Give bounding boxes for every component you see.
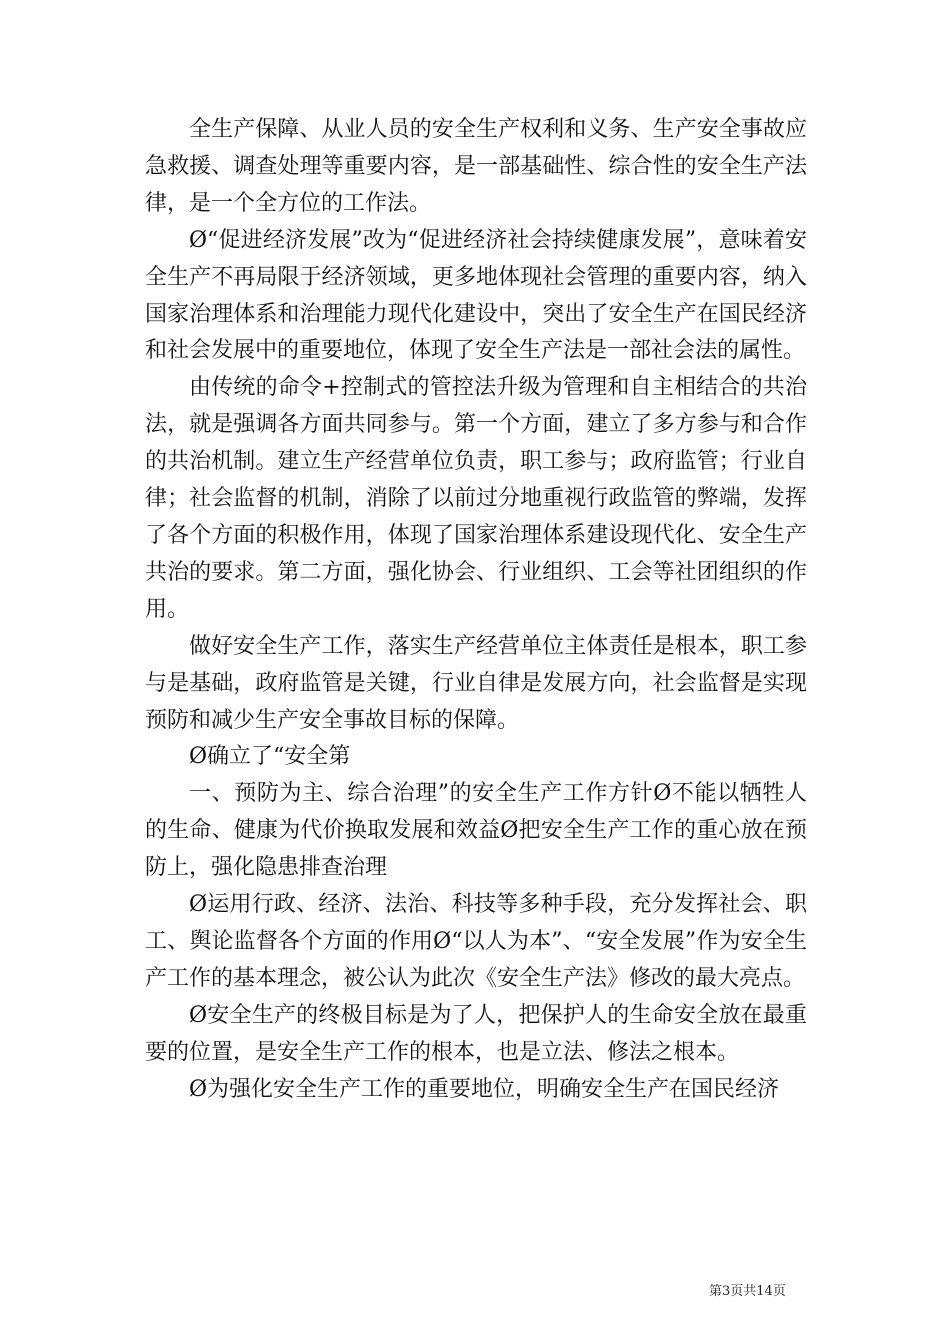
paragraph-2: Ø“促进经济发展”改为“促进经济社会持续健康发展”，意味着安全生产不再局限于经济领域，更多地体现社会管理的重要内容，纳入国家治理体系和治理能力现代化建设中，突出了安全生产在国民经济和社会发展中的重要地位，体现了安全生产法是一部社会法的属性。 (145, 227, 807, 364)
page-number-footer: 第3页共14页 (709, 1284, 786, 1299)
paragraph-7: Ø运用行政、经济、法治、科技等多种手段，充分发挥社会、职工、舆论监督各个方面的作用Ø“以人为本”、“安全发展”作为安全生产工作的基本理念，被公认为此次《安全生产法》修改的最大亮点。 (145, 892, 807, 991)
paragraph-6: 一、预防为主、综合治理”的安全生产工作方针Ø不能以牺牲人的生命、健康为代价换取发展和效益Ø把安全生产工作的重心放在预防上，强化隐患排查治理 (145, 781, 807, 881)
paragraph-5: Ø确立了“安全第 (189, 744, 351, 770)
paragraph-4: 做好安全生产工作，落实生产经营单位主体责任是根本，职工参与是基础，政府监管是关键，行业自律是发展方向，社会监督是实现预防和减少生产安全事故目标的保障。 (145, 633, 807, 733)
paragraph-1: 全生产保障、从业人员的安全生产权利和义务、生产安全事故应急救援、调查处理等重要内容，是一部基础性、综合性的安全生产法律，是一个全方位的工作法。 (145, 117, 807, 216)
paragraph-8: Ø安全生产的终极目标是为了人，把保护人的生命安全放在最重要的位置，是安全生产工作的根本，也是立法、修法之根本。 (145, 1002, 807, 1065)
paragraph-9: Ø为强化安全生产工作的重要地位，明确安全生产在国民经济 (189, 1076, 780, 1102)
document-body (145, 112, 807, 1108)
paragraph-3: 由传统的命令+控制式的管控法升级为管理和自主相结合的共治法，就是强调各方面共同参与。第一个方面，建立了多方参与和合作的共治机制。建立生产经营单位负责，职工参与；政府监管；行业自律；社会监督的机制，消除了以前过分地重视行政监管的弊端，发挥了各个方面的积极作用，体现了国家治理体系建设现代化、安全生产共治的要求。第二方面，强化协会、行业组织、工会等社团组织的作用。 (145, 375, 807, 622)
